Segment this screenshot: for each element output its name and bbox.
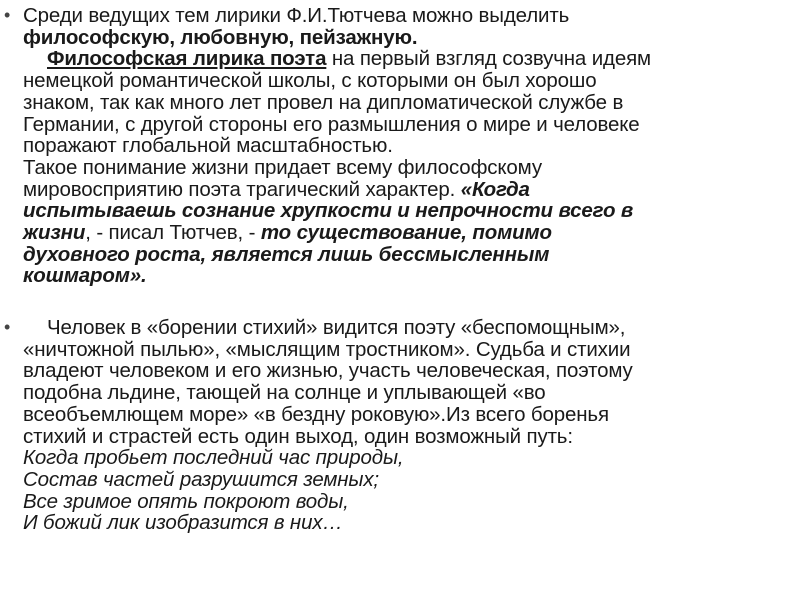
text-span: на первый взгляд созвучна идеям	[326, 47, 651, 71]
text-line	[23, 222, 783, 244]
text-span: подобна льдине, тающей на солнце и уплывающей «во	[23, 381, 546, 405]
text-line	[23, 179, 783, 201]
bullet-dot-icon: •	[4, 317, 11, 337]
text-line	[23, 200, 783, 222]
philosophical-lyrics-heading: Философская лирика поэта	[47, 47, 327, 71]
text-span: немецкой романтической школы, с которыми он был хорошо	[23, 69, 597, 93]
poem-line	[23, 469, 783, 491]
poem-text: Все зримое опять покроют воды,	[23, 489, 349, 513]
text-line	[23, 92, 783, 114]
quote-bold-italic: испытываешь сознание хрупкости и непрочности всего в	[23, 199, 634, 223]
text-line	[23, 114, 783, 136]
paragraph-man-and-elements	[4, 316, 783, 535]
poem-text: И божий лик изобразится в них…	[23, 511, 343, 535]
poem-text: Когда пробьет последний час природы,	[23, 446, 404, 470]
text-line	[23, 135, 783, 157]
text-line	[23, 382, 783, 404]
text-line	[23, 157, 783, 179]
text-line	[23, 360, 783, 382]
text-line	[23, 426, 783, 448]
text-span: Такое понимание жизни придает всему философскому	[23, 155, 542, 179]
poem-line	[23, 491, 783, 513]
text-span: стихий и страстей есть один выход, один возможный путь:	[23, 424, 573, 448]
text-span: Человек в «борении стихий» видится поэту «беспомощным»,	[47, 316, 626, 339]
text-span: мировосприятию поэта трагический характер.	[23, 177, 461, 201]
text-span: знаком, так как много лет провел на дипломатической службе в	[23, 90, 624, 114]
text-span: , - писал Тютчев, -	[85, 221, 261, 245]
text-span: Среди ведущих тем лирики Ф.И.Тютчева можно выделить	[23, 4, 570, 27]
quote-bold-italic: «Когда	[460, 177, 530, 201]
poem-line	[23, 447, 783, 469]
quote-bold-italic: кошмаром».	[23, 264, 147, 288]
text-line	[23, 5, 783, 27]
poem-line	[23, 512, 783, 534]
quote-bold-italic: то существование, помимо	[260, 221, 552, 245]
quote-bold-italic: жизни	[23, 221, 86, 245]
text-span: «ничтожной пылью», «мыслящим тростником». Судьба и стихии	[23, 337, 631, 361]
text-line	[23, 339, 783, 361]
text-span: поражают глобальной масштабностью.	[23, 134, 393, 158]
themes-bold-text: философскую, любовную, пейзажную.	[23, 25, 418, 49]
text-line	[23, 317, 783, 339]
text-line	[23, 48, 783, 70]
text-span: всеобъемлющем море» «в бездну роковую».Из всего боренья	[23, 402, 609, 426]
text-line	[23, 27, 783, 49]
text-line	[23, 244, 783, 266]
quote-bold-italic: духовного роста, является лишь бессмысленным	[23, 242, 550, 266]
text-line	[23, 265, 783, 287]
poem-text: Состав частей разрушится земных;	[23, 467, 379, 491]
text-span: владеют человеком и его жизнью, участь человеческая, поэтому	[23, 359, 633, 383]
bullet-dot-icon: •	[4, 5, 11, 25]
paragraph-philosophical-lyrics	[4, 4, 783, 288]
text-line	[23, 70, 783, 92]
text-line	[23, 404, 783, 426]
text-span: Германии, с другой стороны его размышления о мире и человеке	[23, 112, 640, 136]
